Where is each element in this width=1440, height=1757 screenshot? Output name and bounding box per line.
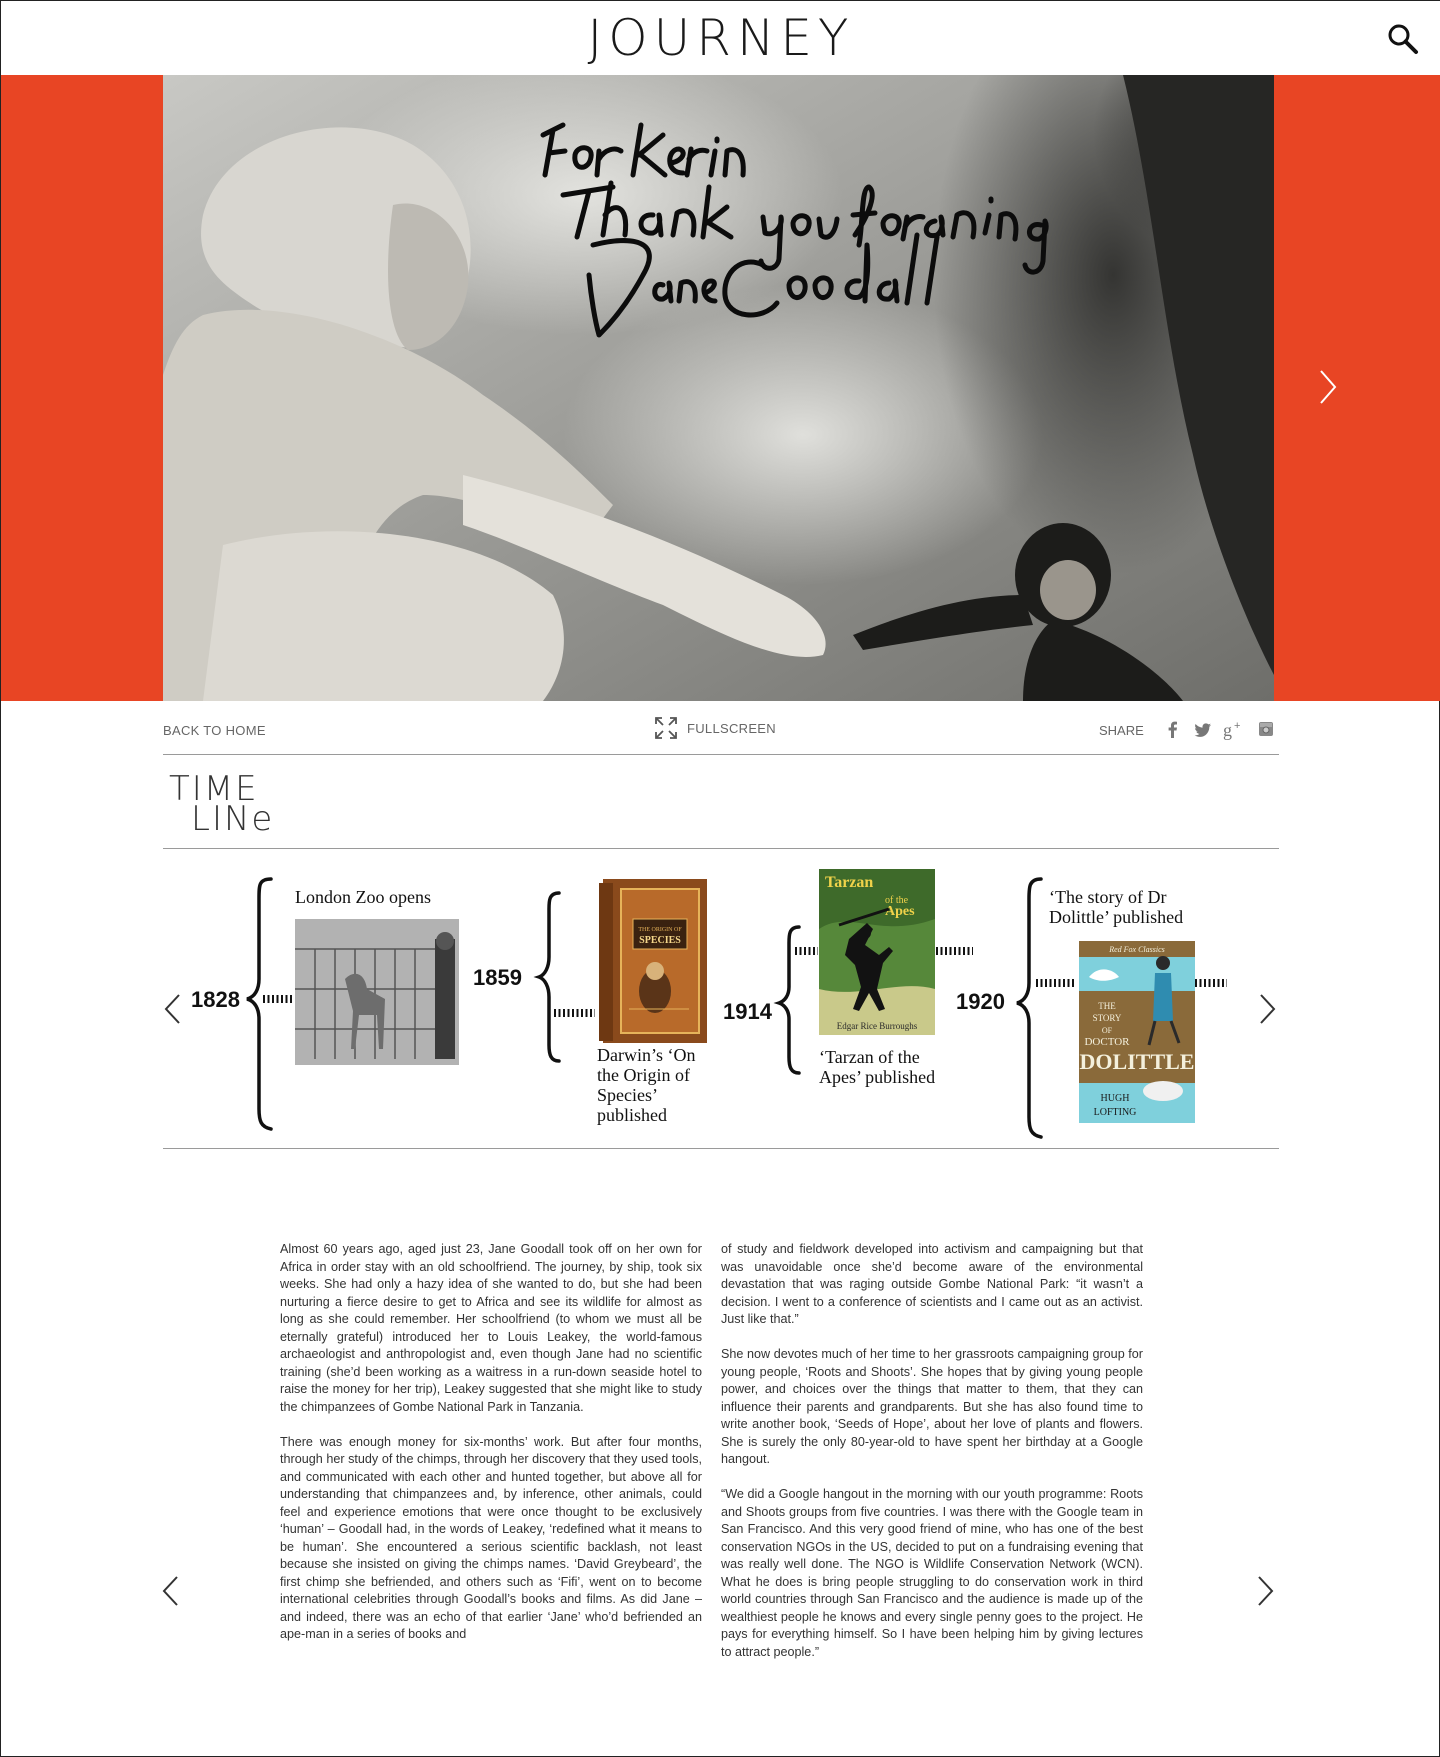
expand-icon: [655, 717, 677, 739]
timeline-event-title: ‘Tarzan of the Apes’ published: [819, 1047, 936, 1087]
timeline-event-title: ‘The story of Dr Dolittle’ published: [1049, 887, 1184, 927]
site-header: [1, 1, 1440, 75]
google-plus-icon[interactable]: [1223, 720, 1243, 740]
origin-of-species-cover[interactable]: [599, 879, 707, 1043]
svg-text:LOFTING: LOFTING: [1093, 1107, 1137, 1118]
fullscreen-label: FULLSCREEN: [687, 720, 776, 736]
site-logo[interactable]: JOURNEY: [587, 9, 855, 67]
timeline-title: [169, 769, 275, 839]
london-zoo-photo[interactable]: [295, 919, 459, 1065]
timeline-year-1859[interactable]: 1859: [473, 965, 522, 990]
twitter-icon[interactable]: [1193, 720, 1213, 740]
chevron-right-icon: [1257, 991, 1277, 1027]
svg-text:THE ORIGIN OF: THE ORIGIN OF: [638, 927, 682, 933]
timeline-year-1914[interactable]: 1914: [723, 999, 772, 1024]
svg-text:DOCTOR: DOCTOR: [1084, 1036, 1130, 1048]
timeline-year-1920[interactable]: 1920: [956, 989, 1005, 1014]
timeline-event-title: Darwin’s ‘On the Origin of Species’ published: [597, 1045, 696, 1125]
svg-text:SPECIES: SPECIES: [639, 935, 681, 946]
svg-text:HUGH: HUGH: [1100, 1093, 1130, 1104]
svg-text:OF: OF: [1101, 1026, 1113, 1035]
facebook-icon[interactable]: [1163, 720, 1183, 740]
timeline-year-1828[interactable]: 1828: [191, 987, 240, 1012]
article-column-right: [721, 1241, 1143, 1679]
article-body: [280, 1241, 1142, 1661]
timeline-prev-button[interactable]: [163, 991, 183, 1027]
svg-text:Red Fox Classics: Red Fox Classics: [1109, 945, 1165, 954]
svg-text:THE: THE: [1098, 1001, 1116, 1011]
article-next-button[interactable]: [1255, 1573, 1275, 1609]
hero-next-button[interactable]: [1311, 355, 1345, 415]
svg-text:Edgar Rice Burroughs: Edgar Rice Burroughs: [836, 1021, 918, 1031]
search-icon[interactable]: [1387, 23, 1419, 55]
chevron-right-icon: [1255, 1573, 1275, 1609]
chevron-right-icon: [1311, 355, 1345, 415]
svg-text:g: g: [1223, 720, 1232, 740]
hero-banner: [1, 75, 1440, 701]
doctor-dolittle-cover[interactable]: [1079, 941, 1195, 1123]
timeline-title-line1: TIME: [169, 769, 259, 809]
back-to-home-link[interactable]: BACK TO HOME: [163, 723, 266, 738]
hero-photo: [163, 75, 1274, 701]
svg-text:DOLITTLE: DOLITTLE: [1079, 1049, 1195, 1074]
svg-text:Apes: Apes: [885, 904, 915, 919]
timeline-heading: [163, 756, 1279, 849]
timeline-strip: [163, 849, 1279, 1149]
article-paragraph: There was enough money for six-months’ work. But after four months, through her study of the chimps, through her discovery that they used tools, and communicated with each other and hunted together, but above all for understanding that chimpanzees and, by inference, other animals, could feel and experience emotions that were once thought to be exclusively ‘human’ – Goodall had, in the words of Leakey, ‘redefined what it means to be human’. She encountered a serious scientific backlash, not least because she insisted on giving the chimps names. ‘David Greybeard’, the first chimp she befriended, and others such as ‘Fifi’, went on to become international celebrities through Goodall’s books and films. As did Jane – and indeed, there was an echo of that earlier ‘Jane’ who’d befriended an ape-man in a series of books and: [280, 1434, 702, 1641]
fullscreen-button[interactable]: [655, 717, 776, 739]
timeline-event-title: London Zoo opens: [295, 887, 431, 907]
timeline-title-line2: LINe: [191, 799, 275, 839]
article-toolbar: [163, 701, 1279, 755]
article-paragraph: She now devotes much of her time to her grassroots campaigning group for young people, ‘Roots and Shoots’. She hopes that by giving young people power, and choices over the things that matter to them, that they can influence their parents and grandparents. But she has also found time to write another book, ‘Seeds of Hope’, about her love of plants and flowers. She is surely the only 80-year-old to have spent her birthday at a Google hangout.: [721, 1347, 1143, 1466]
article-column-left: [280, 1241, 702, 1661]
svg-text:of the: of the: [885, 895, 909, 906]
timeline-next-button[interactable]: [1257, 991, 1277, 1027]
article-paragraph: Almost 60 years ago, aged just 23, Jane Goodall took off on her own for Africa in order stay with an old schoolfriend. The journey, by ship, took six weeks. She had only a hazy idea of she wanted to do, but she had been nurturing a fierce desire to get to Africa and see its wildlife for almost as long as she could remember. Her schoolfriend (to whom we must all be eternally grateful) introduced her to Louis Leakey, the world-famous archaeologist and anthropologist and, even though Jane had no scientific training (she’d been working as a waitress in a run-down seaside hotel to raise the money for her trip), Leakey suggested that she might like to study the chimpanzees of Gombe National Park in Tanzania.: [280, 1242, 702, 1414]
chevron-left-icon: [161, 1573, 181, 1609]
article-paragraph: of study and fieldwork developed into activism and campaigning but that was unavoidable once she’d become aware of the environmental devastation that was raging outside Gombe National Park: “it wasn’t a decision. I went to a conference of scientists and I came out as an activist. Just like that.”: [721, 1242, 1143, 1326]
article-prev-button[interactable]: [161, 1573, 181, 1609]
svg-text:+: +: [1234, 720, 1241, 732]
share-label: SHARE: [1099, 723, 1144, 738]
instagram-icon[interactable]: [1257, 720, 1277, 740]
svg-text:STORY: STORY: [1092, 1013, 1122, 1023]
svg-text:Tarzan: Tarzan: [825, 874, 874, 891]
chevron-left-icon: [163, 991, 183, 1027]
article-paragraph: “We did a Google hangout in the morning with our youth programme: Roots and Shoots groups from five countries. I was there with the Google team in San Francisco. And this very good friend of mine, who has one of the best conservation NGOs in the US, decided to put on a fundraising evening that was really well done. The NGO is Wildlife Conservation Network (WCN). What he does is bring people struggling to do conservation work in third world countries through San Francisco and the audience is made up of the wealthiest people he knows and every single penny goes to the project. He pays for everything himself. So I have been helping him by giving lectures to attract people.”: [721, 1487, 1143, 1659]
tarzan-cover[interactable]: [819, 869, 935, 1035]
